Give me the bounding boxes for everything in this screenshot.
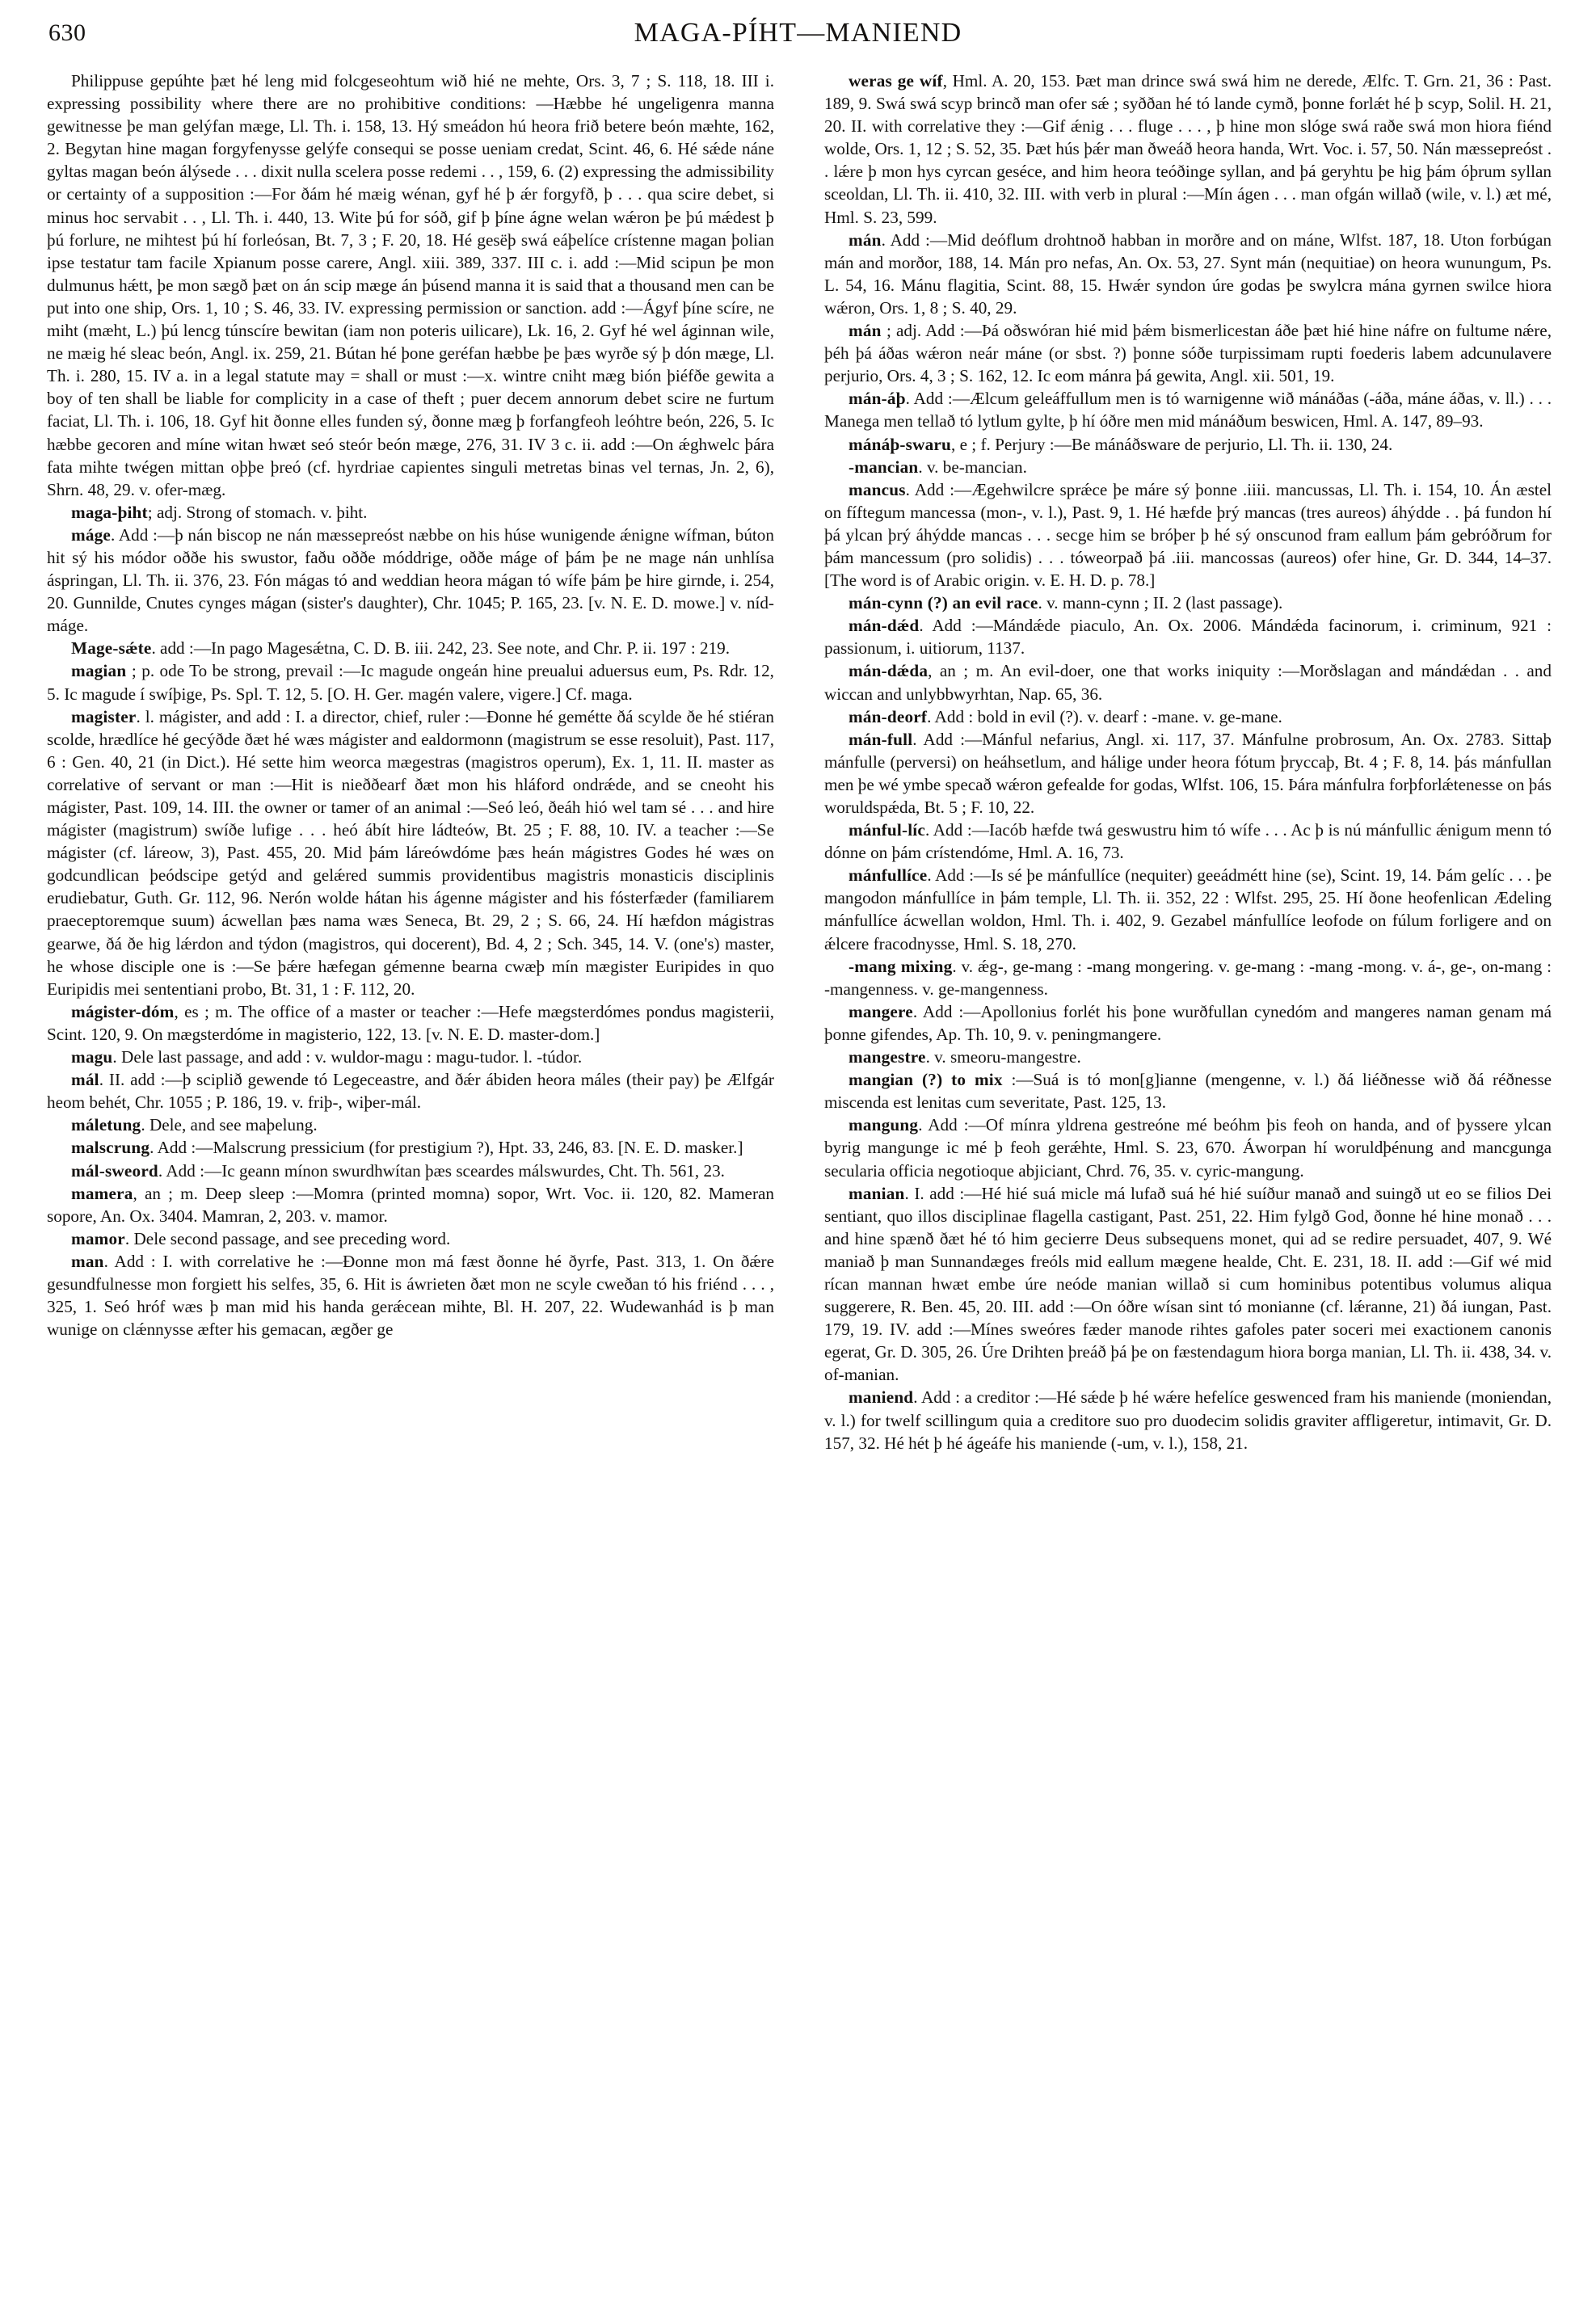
dictionary-entry: mán. Add :—Mid deóflum drohtnoð habban in morðre and on máne, Wlfst. 187, 18. Uton forbúgan mán and morðor, 188, 14. Mán pro nefas, An. Ox. 53, 27. Synt mán (nequitiae) on heora wunungum, Ps. L. 54, 16. Mánu flagitia, Scint. 88, 15. Hwǽr syndon úre godas þe swylcra mána gyrnen swilce hiora wǽron, Ors. 1, 8 ; S. 40, 29. [824, 229, 1552, 318]
dictionary-entry: mágister-dóm, es ; m. The office of a master or teacher :—Hefe mægsterdómes pondus magisterii, Scint. 120, 9. On mægsterdóme in magisterio, 122, 13. [v. N. E. D. master-dom.] [47, 1001, 774, 1044]
dictionary-entry: mán-cynn (?) an evil race. v. mann-cynn ; II. 2 (last passage). [849, 593, 1283, 613]
dictionary-entry: mánáþ-swaru, e ; f. Perjury :—Be mánáðsware de perjurio, Ll. Th. ii. 130, 24. [849, 434, 1393, 454]
dictionary-entry: Philippuse gepúhte þæt hé leng mid folcgeseohtum wið hié ne mehte, Ors. 3, 7 ; S. 118, 18. III i. expressing possibility where there are no prohibitive conditions: —Hæbbe hé ungeligenra manna gewitnesse þe man gelýfan mæge, Ll. Th. i. 158, 13. Hý smeádon hú heora frið betere beón mæhte, 162, 2. Begytan hine magan forgyfenysse gelýfe consequi se posse ueniam credat, Scint. 46, 6. Hé sǽde náne gyltas magan beón álýsede . . . dixit nulla scelera posse redemi . . , 159, 6. (2) expressing the admissibility or certainty of a supposition :—For ðám hé mæig wénan, gyf hé þ ǽr forgyfð, þ . . . qua scire debet, si minus hoc servabit . . , Ll. Th. i. 440, 13. Wite þú for sóð, gif þ þíne ágne welan wǽron þe þú mǽdest þ þú forlure, ne mihtest þú hí forleósan, Bt. 7, 3 ; F. 20, 18. Hé gesëþ swá eáþelíce crístenne magan þolian ipse testatur tam facile Xpianum posse carere, Angl. xiii. 389, 337. III c. i. add :—Mid scipun þe mon dulmunus hǽtt, þe mon sægð þæt on án scip mæge án þúsend manna it is said that a thousand men can be put into one ship, Ors. 1, 10 ; S. 46, 33. IV. expressing permission or sanction. add :—Ágyf þíne scíre, ne miht (mæht, L.) þú lencg túnscíre bewitan (iam non poteris uilicare), Lk. 16, 2. Gyf hé wel áginnan wile, ne mæig hé sleac beón, Angl. ix. 259, 21. Bútan hé þone geréfan hæbbe þe þæs wyrðe sý þ dón mæge, Ll. Th. i. 280, 15. IV a. in a legal statute may = shall or must :—x. wintre cniht mæg bión þiéfðe gewita a boy of ten shall be liable for complicity in a case of theft ; puer decem annorum debet scire ne furtum faciat, Ll. Th. i. 106, 18. Gyf hit ðonne elles funden sý, ðonne mæg þ forfangfeoh leóhtre beón, 226, 5. Ic hæbbe gecoren and míne witan hwæt seó steór beón mæge, 276, 31. IV 3 c. ii. add :—On ǽghwelc þára fata mihte twégen mittan oþþe þreó (cf. hyrdriae capientes singuli metretas binas vel ternas, Jn. 2, 6), Shrn. 48, 29. v. ofer-mæg. [47, 71, 774, 499]
dictionary-entry: mál. II. add :—þ sciplið gewende tó Legeceastre, and ðǽr ábiden heora máles (their pay) þe Ælfgár heom behét, Chr. 1055 ; P. 186, 19. v. friþ-, wiþer-mál. [47, 1070, 774, 1113]
dictionary-entry: mamor. Dele second passage, and see preceding word. [71, 1228, 451, 1248]
headword: mán [849, 321, 886, 341]
headword: mánful-líc [849, 820, 925, 840]
running-head [48, 18, 1548, 55]
dictionary-entry: -mancian. v. be-mancian. [849, 457, 1027, 477]
dictionary-entry: mán-dǽda, an ; m. An evil-doer, one that works iniquity :—Morðslagan and mándǽdan . . and wiccan and unlybbwyrhtan, Nap. 65, 36. [824, 661, 1552, 704]
dictionary-entry: mangung. Add :—Of mínra yldrena gestreóne mé beóhm þis feoh on handa, and of þyssere ylcan byrig mangunge ic mé þ feoh gerǽhte, Hml. S. 23, 670. Áworpan hí woruldþénung and mancgunga secularia officia negotioque abjiciant, Chrd. 76, 35. v. cyric-mangung. [824, 1115, 1552, 1181]
headword: magian [71, 661, 132, 681]
dictionary-entry: magister. l. mágister, and add : I. a director, chief, ruler :—Ðonne hé gemétte ðá scylde ðe hé stiéran scolde, hrædlíce hé gecýðde ðæt hé wæs mágister and ealdormonn (magistrum se esse resoluit), Past. 117, 6 : Gen. 40, 21 (in Dict.). Hé sette him weorca mægestras (magistros operum), Ex. 1, 11. II. master as correlative of servant or man :—Hit is nieððearf ðæt mon his hláford ondrǽde, and se cneoht his mágister, Past. 109, 14. III. the owner or tamer of an animal :—Seó leó, ðeáh hió wel tam sé . . . and hire mágister (magistrum) swíðe lufige . . . heó ábít hire ládteów, Bt. 25 ; F. 88, 10. IV. a teacher :—Se mágister (cf. láreow, 3), Past. 455, 20. Mid þám láreówdóme þæs heán mágistres Godes hé wæs on godcundlican þeódscipe getýd and gelǽred summis providentibus magistris monasticis disciplinis erudiebatur, Guth. Gr. 112, 96. Nerón wolde hátan his ágenne mágister and his fósterfæder (familiarem praeceptoremque suum) ácwellan þæs nama wæs Seneca, Bt. 29, 2 ; S. 66, 24. Hí hæfdon mágistras gearwe, ðá ðe hig lǽrdon and týdon (magistros, qui docerent), Bd. 4, 2 ; Sch. 345, 14. V. (one's) master, he whose disciple one is :—Se þǽre hæfegan gémenne bearna cwæþ mín mægister Euripides in quo Euripidis mei sententiani probo, Bt. 31, 1 : F. 112, 20. [47, 706, 774, 999]
headword: mán-cynn (?) an evil race [849, 593, 1038, 613]
headword: mangestre [849, 1047, 926, 1067]
dictionary-entry: maniend. Add : a creditor :—Hé sǽde þ hé wǽre hefelíce geswenced fram his maniende (moniendan, v. l.) for twelf scillingum quia a creditore suo pro duodecim solidis graviter affligeretur, intimavit, Gr. D. 157, 32. Hé hét þ hé ágeáfe his maniende (-um, v. l.), 158, 21. [824, 1387, 1552, 1453]
dictionary-entry: mangestre. v. smeoru-mangestre. [849, 1047, 1081, 1067]
dictionary-entry: mán-deorf. Add : bold in evil (?). v. dearf : -mane. v. ge-mane. [849, 706, 1282, 726]
headword: mangere [849, 1001, 913, 1021]
headword: weras ge wíf [849, 71, 943, 91]
dictionary-entry: mánfullíce. Add :—Is sé þe mánfullíce (nequiter) geeádmétt hine (se), Scint. 19, 14. Þám gelíc . . . þe mangodon mánfullíce in þám temple, Ll. Th. ii. 352, 22 : Wlfst. 295, 25. Hí ðone heofenlican Ædeling mánfullíce ácwellan woldon, Hml. Th. i. 402, 9. Gezabel mánfullíce leofode on fúlum forligere and on ǽlcere fracodnysse, Hml. S. 18, 270. [824, 865, 1552, 953]
headword: mangian (?) to mix [849, 1070, 1012, 1090]
dictionary-entry: mán ; adj. Add :—Þá oðswóran hié mid þǽm bismerlicestan áðe þæt hié hine náfre on fultume nǽre, þéh þá áðas wǽron neár máne (or sbst. ?) þonne sóðe turpissimam rupti foederis labem adcunulavere perjurio, Ors. 4, 3 ; S. 162, 12. Ic eom mánra þá gewita, Angl. xii. 501, 19. [824, 321, 1552, 386]
headword: máletung [71, 1115, 141, 1135]
headword: mamera [71, 1183, 133, 1203]
headword: mancus [849, 479, 906, 499]
headword: mangung [849, 1115, 919, 1135]
dictionary-entry: máletung. Dele, and see maþelung. [71, 1115, 318, 1135]
headword: mán-deorf [849, 706, 928, 726]
dictionary-entry: mán-full. Add :—Mánful nefarius, Angl. xi. 117, 37. Mánfulne probrosum, An. Ox. 2783. Sittaþ mánfulle (perversi) on heáhsetlum, and hálige under heora fótum þryccaþ, Bt. 4 ; F. 8, 14. þás mánfullan men þe wé ymbe specað wǽron gefealde for godas, Wlfst. 106, 15. Þára mánfulra forþforlǽtenesse on þás woruldspǽda, Bt. 5 ; F. 10, 22. [824, 729, 1552, 817]
dictionary-entry: magian ; p. ode To be strong, prevail :—Ic magude ongeán hine preualui aduersus eum, Ps. Rdr. 12, 5. Ic magude í swíþige, Ps. Spl. T. 12, 5. [O. H. Ger. magén valere, vigere.] Cf. maga. [47, 661, 774, 704]
dictionary-entry: mánful-líc. Add :—Iacób hæfde twá geswustru him tó wífe . . . Ac þ is nú mánfullic ǽnigum menn tó dónne on þám crístendóme, Hml. A. 16, 73. [824, 820, 1552, 863]
headword: Mage-sǽte [71, 638, 152, 659]
headword: -mang mixing [849, 956, 953, 976]
dictionary-entry: mál-sweord. Add :—Ic geann mínon swurdhwítan þæs sceardes málswurdes, Cht. Th. 561, 23. [71, 1160, 725, 1181]
dictionary-entry: mán-áþ. Add :—Ælcum geleáffullum men is tó warnigenne wið mánáðas (-áða, máne áðas, v. ll.) . . . Manega men tellað tó lytlum gylte, þ hí óðre men mid mánáðum beswicen, Hml. A. 147, 89–93. [824, 389, 1552, 431]
headword: maga-þiht [71, 502, 148, 522]
dictionary-entry: mangere. Add :—Apollonius forlét his þone wurðfullan cynedóm and mangeres naman genam má þonne gifendes, Ap. Th. 10, 9. v. peningmangere. [824, 1001, 1552, 1044]
dictionary-entry: mangian (?) to mix :—Suá is tó mon[g]ianne (mengenne, v. l.) ðá liéðnesse wið ðá réðnesse miscenda est lenitas cum severitate, Past. 125, 13. [824, 1070, 1552, 1113]
headword: mánfullíce [849, 865, 928, 886]
headword: maniend [849, 1387, 914, 1408]
text-columns [47, 69, 1552, 2267]
dictionary-entry: -mang mixing. v. ǽg-, ge-mang : -mang mongering. v. ge-mang : -mang -mong. v. á-, ge-, on-mang : -mangenness. v. ge-mangenness. [824, 956, 1552, 999]
headword: man [71, 1251, 104, 1271]
headword: mamor [71, 1228, 125, 1248]
right-column [824, 69, 1552, 2267]
dictionary-entry: maga-þiht; adj. Strong of stomach. v. þiht. [71, 502, 368, 522]
headword: mán-full [849, 729, 913, 749]
headword: -mancian [849, 457, 919, 477]
headword: manian [849, 1183, 905, 1203]
dictionary-entry: máge. Add :—þ nán biscop ne nán mæssepreóst næbbe on his húse wunigende ǽnigne wífman, búton hit sý his módor oððe his swustor, faðu oððe móddrige, oððe máge of þám þe ne mage nán unhlísa áspringan, Ll. Th. ii. 376, 23. Fón mágas tó and weddian heora mágan tó wífe þám þe hire girnde, i. 254, 20. Gunnilde, Cnutes cynges mágan (sister's daughter), Chr. 1045; P. 165, 23. [v. N. E. D. mowe.] v. níd-máge. [47, 524, 774, 636]
dictionary-entry: Mage-sǽte. add :—In pago Magesǽtna, C. D. B. iii. 242, 23. See note, and Chr. P. ii. 197 : 219. [71, 638, 731, 659]
headword: malscrung [71, 1138, 150, 1158]
dictionary-entry: mamera, an ; m. Deep sleep :—Momra (printed momna) sopor, Wrt. Voc. ii. 120, 82. Mameran sopore, An. Ox. 3404. Mamran, 2, 203. v. mamor. [47, 1183, 774, 1226]
headword: magu [71, 1047, 113, 1067]
headword: mán-dǽd [849, 616, 920, 636]
headword: mál-sweord [71, 1160, 158, 1181]
page-number: 630 [48, 19, 86, 46]
dictionary-entry: man. Add : I. with correlative he :—Ðonne mon má fæst ðonne hé ðyrfe, Past. 313, 1. On ðǽre gesundfulnesse mon forgiett his selfes, 35, 6. Hit is áwrieten ðæt mon ne scyle cweðan tó his friénd . . . , 325, 1. Seó hróf wæs þ man mid his handa gerǽcean mihte, Bl. H. 207, 22. Wudewanhád is þ man wunige on clǽnnysse æfter his gemacan, ægðer ge [47, 1251, 774, 1340]
dictionary-entry: malscrung. Add :—Malscrung pressicium (for prestigium ?), Hpt. 33, 246, 83. [N. E. D. masker.] [71, 1138, 743, 1158]
headword: mál [71, 1070, 99, 1090]
headword: mán-dǽda [849, 661, 929, 681]
dictionary-entry: magu. Dele last passage, and add : v. wuldor-magu : magu-tudor. l. -túdor. [71, 1047, 583, 1067]
running-title: MAGA-PÍHT—MANIEND [634, 18, 962, 48]
headword: mánáþ-swaru [849, 434, 951, 454]
dictionary-entry: mán-dǽd. Add :—Mándǽde piaculo, An. Ox. 2006. Mándǽda facinorum, i. criminum, 921 : passionum, i. uitiorum, 1137. [824, 616, 1552, 659]
headword: mán-áþ [849, 389, 906, 409]
dictionary-entry: manian. I. add :—Hé hié suá micle má lufað suá hé hié suíður manað and suingð ut eo se filios Dei sentiant, quo illos disciplinae flagella castigant, Past. 251, 22. Him fylgð God, ðonne hé hine monað . . . and hine spænð ðæt hé tó him gecierre Deus subsequens monet, qui ad se redire persuadet, 407, 9. Wé maniað þ man Sunnandæges freóls mid eallum mægene healde, Cht. E. 231, 18. II. add :—Gif wé mid rícan mannan hwæt embe úre neóde manian willað si cum hominibus potentibus volumus aliqua suggerere, R. Ben. 45, 20. III. add :—On óðre wísan sint tó monianne (cf. lǽranne, 21) ðá iungan, Past. 179, 19. IV. add :—Mínes sweóres fæder manode rihtes gafoles pater soceri mei exactionem canonis egerat, Gr. D. 305, 26. Úre Drihten þreáð þá þe on fæstendagum hiora borga manian, Ll. Th. ii. 438, 34. v. of-manian. [824, 1183, 1552, 1385]
left-column [47, 69, 774, 2267]
headword: magister [71, 706, 137, 726]
dictionary-entry: mancus. Add :—Ægehwilcre sprǽce þe máre sý þonne .iiii. mancussas, Ll. Th. i. 154, 10. Án æstel on fíftegum mancessa (mon-, v. l.), Past. 9, 1. Hé hæfde þrý mancas (tres aureos) áhýdde . . þá fundon hí þá ylcan þrý áhýdde mancas . . . secge him se bróþer þ hé sý onscunod fram eallum þám gebróðrum for þám mancessum (pro solidis) . . . tóweorpað þá .iii. mancossas (aureos) ofer hine, Gr. D. 344, 14–37. [The word is of Arabic origin. v. E. H. D. p. 78.] [824, 479, 1552, 591]
dictionary-entry: weras ge wíf, Hml. A. 20, 153. Þæt man drince swá swá him ne derede, Ælfc. T. Grn. 21, 36 : Past. 189, 9. Swá swá scyp brincð man ofer sǽ ; syððan hé tó lande cymð, þonne forlǽt hé þ scyp, Solil. H. 21, 20. II. with correlative they :—Gif ǽnig . . . fluge . . . , þ hine mon slóge swá raðe swá mon hiora fiénd wolde, Ors. 1, 12 ; S. 52, 35. Þæt hús þǽr man ðweáð heora handa, Wrt. Voc. i. 57, 50. Nán mæssepreóst . . lǽre þ mon hys cyrcan geséce, and him heora teóðinge syllan, and þá geryhtu þe hig þám óþrum syllan sceoldan, Ll. Th. ii. 410, 32. III. with verb in plural :—Mín ágen . . . man ofgán willað (wile, v. l.) æt mé, Hml. S. 23, 599. [824, 71, 1552, 227]
headword: mán [849, 229, 882, 250]
headword: mágister-dóm [71, 1001, 175, 1021]
headword: máge [71, 524, 112, 545]
